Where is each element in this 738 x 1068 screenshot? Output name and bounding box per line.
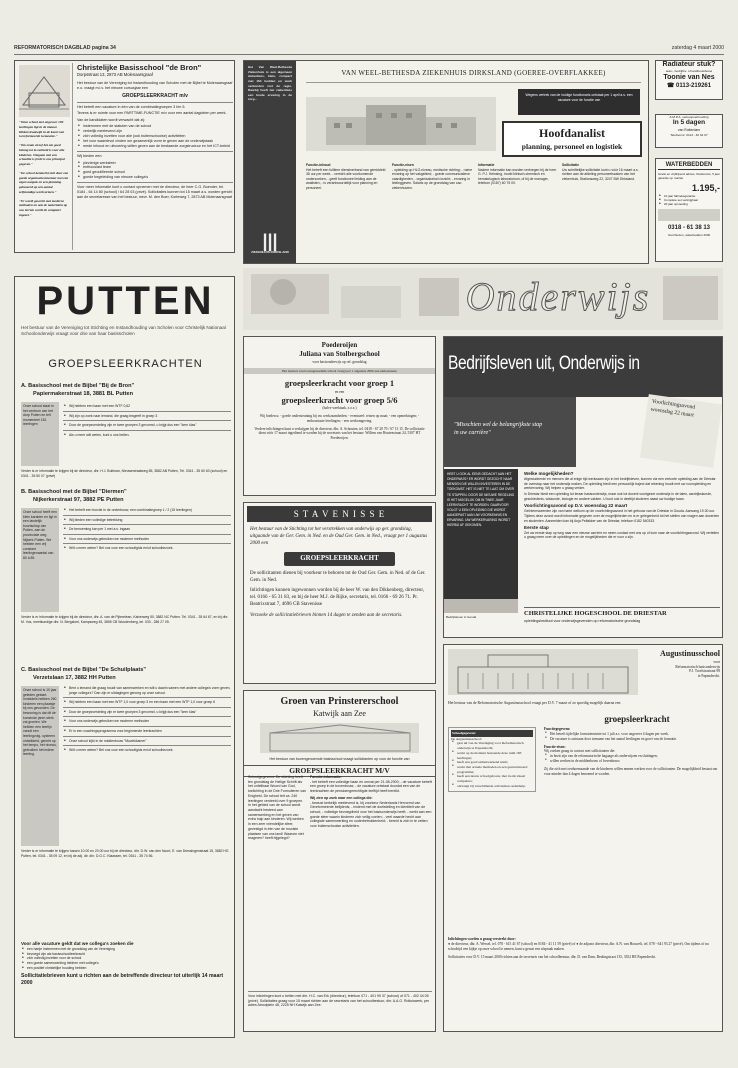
requirement: • het voor waardevol vinden om gezamenlijk vorm te geven aan de onderwijstaak xyxy=(77,139,233,144)
col-text: Nadere informatie kan worden verkregen bij de heer G. P.J. Heinsing, hoofd klinisch-chemisch en hematologisch laboratorium, of bij de manager, telefoon (0187) 60 75 00. xyxy=(478,167,557,186)
list-item: • ontvangt bij verschillende activiteiten ouderhulp. xyxy=(451,784,533,789)
vacancy-line: Het betreft een vacature in één van de combinatiegroepen 3 t/m 5. xyxy=(77,104,186,109)
side-quote: "Ons team streef het om goed belang tot in eenheid is voor alle kinderen. Omgaan met een schooltie is fecht is ons principal gegeven." xyxy=(19,143,65,167)
vacancy-item: • Wij zijn op zoek naar iemand, die graag lesgeeft in groep 3 xyxy=(63,414,231,419)
section-title: Functiegegevens: xyxy=(544,727,571,731)
driestar-ad xyxy=(443,336,723,638)
page-header xyxy=(14,45,724,55)
side-quote: "De school kenmerkt zich door een goede organisatiestructuur met een eigen aanpak en een planning gebaseerd op een aantal zelfstandige werkvormen." xyxy=(19,170,69,194)
ad-phone: ☎ 0113-219261 xyxy=(666,82,712,89)
section-title: Welke mogelijkheden? xyxy=(524,471,574,476)
requirement: • zich volledig inzetten voor alle (ook buitenschoolse) activiteiten xyxy=(77,134,233,139)
school-address: Papiermakerstraat 18, 3881 BL Putten xyxy=(33,390,134,397)
list-item: • willen werken in de middenbouw of bovenbouw. xyxy=(544,759,720,764)
list-item: • heeft een nieuw schoolgebouw, met in elk lokaal computers; xyxy=(451,774,533,783)
job-subtitle: planning, personeel en logistiek xyxy=(521,141,623,151)
col-functie xyxy=(306,163,388,191)
school-data xyxy=(448,727,536,792)
banner-title: Onderwijs xyxy=(465,274,651,319)
school-title: B. Basisschool met de Bijbel "Diermen" xyxy=(21,489,127,495)
waterbed-ad xyxy=(655,158,723,262)
requirement: • mede inhoud en uitvoering willen geven aan de bestaande zorgstructuur en het ICT-beleid xyxy=(77,144,233,149)
school-footer: Verder is er informatie te krijgen bij de directeur, dhr. H.J. Bultman, Nieuwestraatweg 85, 3882 AB Putten, Tel. 0341 - 35 60 60 (school) en 0341 - 35 50 07 (privé) xyxy=(21,469,228,478)
poederoijen-ad xyxy=(243,336,436,496)
school-footer: Verder is er informatie te krijgen bij de directeur, dhr. A. van de Pijterelean, Kalverweg 50, 3882 NC Putten. Tel. 0341 - 35 64 67, en bij dhr. M. Vos, meetkundige dhr. N. Bergstoel, Kampsweg 45, 3855 CB Woudenberg, tel. 033 - 286 27 05. xyxy=(21,615,229,624)
body-text: De sollicitanten dienen bij voorkeur te behoren tot de Oud Ger. Gem. in Ned. of de Ger. Gem. in Ned. xyxy=(250,570,426,583)
job-title-box xyxy=(502,121,642,157)
onderwijs-banner xyxy=(243,268,723,330)
col-title: Functie-inhoud xyxy=(306,163,331,167)
section-text: - het betreft een volledige baan en omvat per 21-08-2000; - de vacature betreft een groep in de bovenbouw; - de vacature ontstaat doordat een van de leerkrachten de pensioengerechtigde leeftijd heeft bereikt. xyxy=(310,779,432,794)
closing-title: Voor alle vacature geldt dat we collega's zoeken die xyxy=(21,941,134,946)
school-side: Onze school is 10 jaar geleden gestart. Inmiddels hebben 260 kinderen een plaatsje bij ons gevonden. De bewoning is dat dit de komende jaren sterk zal groeien. We hebben een leerlijn vanuit een leerlingvolg- systeem ontwikkeld, gericht op het tempo, het niveau, gebruiken het iedere leerling. xyxy=(21,686,59,846)
logo-text: CHRISTELIJKE HOGESCHOOL DE DRIESTAR xyxy=(524,610,667,617)
intro-text: Het bestuur van de Stichting tot het verstrekken van onderwijs op ger. grondslag, uitgaande van de Ger. Gem. in Ned. en de Oud Ger. Gem. in Ned., vraagt per 1 augustus 2000 een xyxy=(250,527,428,546)
vacancy-item: • Er is een coachingsprogramma voor beginnende leerkrachten xyxy=(63,729,231,734)
putten-closing xyxy=(21,941,231,987)
hospital-logo: ||| ZIEKENHUIS DIRKSLAND xyxy=(248,232,292,255)
vacancy-item: • Het betreft een functie in de onderbouw, een combinatiegroep 1 / 2 (15 leerlingen) xyxy=(63,508,231,513)
putten-intro: Het bestuur van de Vereniging tot Stichting en Instandhouding van Scholen voor Christelijk Nationaal Schoolonderwijs vraagt voor drie van haar basisscholen xyxy=(21,325,226,337)
vacancy-item: • Wij hebben een baan met een WTF 0,62 xyxy=(63,404,231,409)
vacancy-item: • Onze school kijkt in de middenbouw "Muziekkamer" xyxy=(63,739,231,744)
section-text: Geïnteresseerden zijn van harte welkom op de voorlichtingsavond in het gebouw van de Driestar in Gouda. Aanvang 19.30 uur. Tijdens deze avond wordt informatie gegeven over de mogelijkheden en is er gelegenheid tot het stellen van vragen aan docenten en studenten. Aanmelden kan bij Anja Pellakker van de Driestar, telefoon 0182 540333. xyxy=(524,509,720,523)
footer-text: Verzoeke de sollicitatiebrieven binnen 14 dagen te zenden aan de secretaris. xyxy=(250,612,403,618)
section-title: Inlichtingen worden u graag verstrekt door: xyxy=(448,937,516,941)
bron-body xyxy=(77,64,233,250)
section-title: Functie-eisen: xyxy=(544,744,566,749)
offer-item: • plezierige werksfeer xyxy=(77,161,233,166)
closing-item: • een positief christelijke houding hebben xyxy=(21,966,231,971)
ad-price: 1.195,- xyxy=(691,183,720,194)
school-building-drawing xyxy=(448,649,638,695)
prinsterer-ad xyxy=(243,690,436,1032)
footer-text: Sollicitaties voor D.V. 15 maart 2000 richten aan de secretaris van het schoolbestuur, dhr. D. van Dam, Beulingstraat 135, 3352 BE Papendrecht. xyxy=(448,954,657,959)
offer-item: • enthousiast team xyxy=(77,165,233,170)
offer-text: Wij bieden u: - goede ondersteuning bij uw werkzaamheden; - eventueel: reizen op maat; - een opmerkingen; - enthousiaste leerlingen; - een werkomgeving. xyxy=(259,413,420,423)
vacancy-item: • Bent u iemand die graag houdt van samenwerken en wilt u daarin samen met andere collega's vorm geven, jonge collega's? Dan zijn er uitdagingen genoeg op onze school. xyxy=(63,686,231,695)
dirksland-ad xyxy=(243,60,649,264)
side-quote: "Onze school met ongeveer 190 leerlingen ligt in de nieuwe Kikkerstraatwijk in de kuort van Gereformeerde Gemeente." xyxy=(19,120,65,139)
offer-item: • goed geoutilleerde school xyxy=(77,170,233,175)
ad-phone: 0318 - 61 38 13 xyxy=(667,225,711,232)
col-info xyxy=(478,163,558,186)
col-text: - opleiding op HLO-niveau, medische richting; - ruime ervaring op het vakgebied; - goede communicatieve vaardigheden; - organisatorisch inzicht; - ervaring in leidinggeven. Salaris op de grondslag van cao ziekenhuizen. xyxy=(392,167,473,190)
putten-title: PUTTEN xyxy=(36,279,215,323)
driestar-logo xyxy=(524,607,720,624)
vacancy-item: • Voor ons onderwijs gebruiken we moderne methoden xyxy=(63,537,231,542)
school-sub: te Papendrecht. xyxy=(697,674,720,679)
hospital-title: VAN WEEL-BETHESDA ZIEKENHUIS DIRKSLAND (GOEREE-OVERFLAKKEE) xyxy=(306,69,641,83)
logo-text: ZIEKENHUIS DIRKSLAND xyxy=(251,250,289,255)
vacancy-heading: groepsleerkracht voor groep 5/6 xyxy=(281,394,398,405)
list-item: • De vacature is ontstaan door toename van het aantal leerlingen en groei van de formatie. xyxy=(544,737,720,742)
school-c xyxy=(21,667,231,858)
school-title: Groen van Prinstererschool xyxy=(280,696,399,707)
vacancy-item: • Door de groepsverdeling zijn er twee groepen 3 gevormd, u krijgt dus een "kern klas" xyxy=(63,710,231,715)
school-title: C. Basisschool met de Bijbel "De Schuilplaats" xyxy=(21,667,146,673)
bron-sidebar xyxy=(17,63,73,250)
school-drawing xyxy=(19,65,70,117)
vacancy-heading: GROEPSLEERKRACHT m/v xyxy=(122,92,188,99)
augustinus-ad xyxy=(443,644,723,1032)
vacancy-item: • Wij bieden een volledige betrekking xyxy=(63,518,231,523)
function-data xyxy=(544,727,720,777)
school-sub: P.J. Troelstrastraat 98 xyxy=(689,669,720,674)
vacancy-item: • Voor ons onderwijs gebruiken we moderne methoden xyxy=(63,719,231,724)
driestar-body xyxy=(524,471,720,542)
putten-ad xyxy=(14,276,235,1038)
col-sollicitatie xyxy=(562,163,642,181)
town-title: Poederoijen xyxy=(321,341,358,349)
closing-item: • zich volledig inzetten voor de school xyxy=(21,956,231,961)
col-text: Het betreft een fulltime dienstverband van gemiddeld 36 uur per week. - verricht alle voorkomende onderzoeken; - geeft functioneel leiding aan de analisten; - is verantwoordelijk voor planning en personeel. xyxy=(306,167,386,190)
vacancy-note: (halve weektaak, z.o.z.) xyxy=(322,406,357,411)
photo-caption: Bedrijfsleven in Gouda xyxy=(446,615,477,619)
school-b xyxy=(21,489,231,624)
list-item: De Augustinusschool: xyxy=(451,736,482,741)
vacancy-heading: groepsleerkracht xyxy=(604,714,670,724)
list-item: • gaat uit van de Vereniging voor Reformatorisch onderwijs te Papendrecht; xyxy=(451,741,533,750)
vacancy-item: • Wij hebben een baan met een WTF 1,0 voor groep 3 en een baan met een WTF 1,0 voor groep 6 xyxy=(63,700,231,705)
closing-deadline: Sollicitatiebrieven kunt u richten aan de betreffende directeur tot uiterlijk 14 maart 2000 xyxy=(21,973,224,987)
requirement: • verkelijk meelevend zijn xyxy=(77,129,233,134)
list-item: • in bezit zijn van de reformatorische bagaage als onderwijzen en sluitingen; xyxy=(544,754,720,759)
school-header xyxy=(642,649,720,679)
list-item: • werkt met actuele methoden en een gestructureerd programma; xyxy=(451,765,533,774)
section-title: Voorlichtingsavond op D.V. woensdag 22 maart xyxy=(524,503,628,509)
section-text: - bewust kerkelijk meelevend is, bij voorkeur Nederlands Hervormd van Gereformeerde belijdenis; - instemt met de doelstelling en identiteit van de school; - volledige bevoegdheid voor het basisonderwijs heeft; - werkt aan een goede sfeer waarin kinderen zich veilig voelen; - veel waarde hecht aan collegiale samenwerking en ouderbetrokkenheid; - bereid is zich in te zetten voor buitenschoolse activiteiten. xyxy=(310,800,432,829)
school-sub: Reformatorisch basisonderwijs xyxy=(675,664,720,669)
school-sub: voor basisonderwijs op ref. grondslag xyxy=(312,359,367,364)
closing-item: • een goede samenwerking hebben met collega's xyxy=(21,961,231,966)
vacancy-item: • Wilt u meer weten? Bel ons voor een schooltgids en/of schoolbezoek. xyxy=(63,748,231,753)
newspaper-cutout: Voorlichtingsavond woensdag 22 maart xyxy=(640,394,722,468)
school-info: Schoolgegevens: De stichting heeft ten grondslag de Heilige Schrift als het onfeilbaar Woord van God, toelichting in de Drie Formulieren van Enigheid. De school telt ca. 240 leerlingen verdeeld over 9 groepen. In het gebied van de school wordt aandacht besteed aan samenwerking en het geven van extra hulp aan kinderen. Wij werken in een zeer vriendelijke sfeer, gevestigd in één van de mooiste plaatsen van ons land! Waarom niet reageren? heeft bijgelegd? xyxy=(248,775,306,841)
requirement: • instemmen met de statuten van de school xyxy=(77,124,233,129)
school-address: Dorpsstraat 13, 2873 AB Molenaarsgraaf xyxy=(77,72,153,78)
section-text: In Driestar biedt een opleiding tot leraar basisonderwijs, maar ook tot docent voortgezet onderwijs in de talen, aardrijkskunde, geschiedenis, wiskunde, biologie en andere vakken. U kunt ook in deeltijd studeren naast uw huidige baan. xyxy=(524,492,712,502)
school-location: Katwijk aan Zee xyxy=(313,708,366,718)
ad-image xyxy=(658,209,720,221)
intro-text: Het bestuur van bovengenoemde basisschool vraagt sollicitanten op voor de functie van xyxy=(269,757,410,762)
info-section xyxy=(448,937,720,959)
ampa-ad xyxy=(655,114,723,148)
col-text: Uw schriftelijke sollicitatie kunt u vóór 16 maart a.s. richten aan de afdeling personeelszaken van het ziekenhuis, Stationsweg 22, 3247 BW Dirksland. xyxy=(562,167,639,181)
vacancy-item: • Wilt u meer weten? Bel ons voor een schooltgids en/of schoolbezoek. xyxy=(63,546,231,551)
school-title: Christelijke Basisschool "de Bron" xyxy=(77,63,202,72)
logo-subtitle: opleidingsinstituut voor onderwijsgevenden op reformatorische grondslag xyxy=(524,618,641,623)
vacancy-item: • Als u meer wilt weten, kunt u ons bellen. xyxy=(63,433,231,438)
closing-item: • bevoegd zijn als basisschoolleerkracht xyxy=(21,952,231,957)
col-eisen xyxy=(392,163,474,191)
school-building-drawing xyxy=(260,723,419,753)
vacancy-heading: groepsleerkracht voor groep 1 xyxy=(284,378,395,389)
ad-phone: Telefoonnr. 0113 - 40 91 07 xyxy=(670,132,708,137)
side-quote: "Er wordt gewerkt met moderne methoden en ook de materialen op ons terrein wordt de computer ingezet." xyxy=(19,198,68,218)
contact-text: Voor meer informatie kunt u contact opnemen met de directeur, de heer C.G. Boender, tel. 0184 - 64 14 80 (school) / 64 28 03 (privé). Sollicitaties kunnen tot 15 maart a.s. worden gericht aan de secretaresse van het bestuur, mevr. M. den Boer, Korteweg 7, 2873 AB Molenaarsgraaf xyxy=(77,185,233,200)
ad-title: Radiateur stuk? xyxy=(662,61,716,68)
dirksland-sidebar xyxy=(244,61,296,264)
info-text: Inlichtingen kunnen ingewonnen worden bij de heer W. van den Dikkenberg, directeur, tel. 0166 - 65 31 83, en bij de heer M.J. de Rijke, secretaris, tel. 0166 - 69 26 71. Pr. Beatrixstraat 7, 4696 CB Stavenisse xyxy=(250,588,425,607)
section-text: Zij die zich met oenhoemaande van de kinderen willen nemen werken voor de sollicitanten. De mogelijkheid bestaat om voor minder dan 4 dagen benoemd te worden. xyxy=(544,766,718,776)
school-name: Juliana van Stolbergschool xyxy=(299,350,380,359)
school-title: Augustinusschool xyxy=(659,649,720,658)
school-footer: Verder is er informatie te krijgen tussen 10.00 en 20.00 uur bij de directeur, dhr. D.W. van den Noort, E. van Dressingenstraat 15, 3882 HG Putten, tel. 0341 - 35 09 12, en bij de adj. dir. dhr. D.G.C. Klaassen, tel. 0341 - 35 74 56. xyxy=(21,849,229,858)
driestar-quote: "Misschien wel de belangrijkste stap in uw carrière" xyxy=(454,422,543,437)
ad-subtitle: van Rotterdam xyxy=(677,127,701,132)
vacancy-heading: GROEPSLEERKRACHT M/V xyxy=(244,765,435,777)
section-text: Wij zoeken graag in contact met sollicitanten die: xyxy=(544,749,616,754)
ad-subtitle: auto-, bedrijfsv- of landbouwbouw xyxy=(665,69,713,74)
school-sub: voor xyxy=(713,659,720,664)
school-side: Onze school staat in het centrum van het dorp Putten en telt momenteel 181 leerlingen xyxy=(21,402,59,466)
vacancy-banner: Wegens vertrek van de huidige functionaris ontstaat per 1 april a.s. een vacature voor de functie van xyxy=(518,89,640,115)
section-title: Wij zien op zoek naar een collega die: xyxy=(310,795,373,800)
page-date: zaterdag 4 maart 2000 xyxy=(671,45,724,51)
list-item: • Het betreft tijdelijke formatieruimte tot 1 juli a.s. voor ongeveer 4 dagen per week. xyxy=(544,732,720,737)
col-title: Functie-eisen xyxy=(392,163,414,167)
sidebar-text: Het Van Weel-Bethesda Ziekenhuis is een algemeen ziekenhuis, klein, compact met 164 bedden en sterk verbonden met de regio. Daarbij heeft het ziekenhuis een brede ervaring in de zorg... xyxy=(248,65,292,102)
stavenisse-ad xyxy=(243,502,436,684)
footer-text: Voor inlichtingen kunt u bellen met dhr. H.C. van Erk (directeur), telefoon 071 - 401 99 37 (school) of 071 - 402 44 05 (privé). Sollicitaties graag voor 15 maart richten aan de secretaris van het schoolbestuur, dhr. A.A.G. Roltuiswerk, per adres Atnodplein 48, 2225 NH Katwijk aan Zee. xyxy=(248,991,432,1008)
school-a xyxy=(21,383,231,478)
ad-name: Toonie van Nes xyxy=(663,73,715,81)
radiator-ad xyxy=(655,60,723,100)
col-title: Informatie xyxy=(478,163,495,167)
col-title: Sollicitatie xyxy=(562,163,579,167)
conjunction: en een xyxy=(334,389,345,394)
town-title: S T A V E N I S S E xyxy=(247,506,432,522)
vacancy-item: • De benoeming kan per 1 mei a.s. ingaan xyxy=(63,527,231,532)
intro-text: Het bestuur van de Vereniging tot Instandhouding van Scholen met de Bijbel te Molenaarsgraaf e.o. vraagt m.i.v. het nieuwe cursusjaar een xyxy=(77,80,233,90)
ad-headline: In 5 dagen xyxy=(672,119,706,127)
offer-item: • goede begeleiding van nieuwe collega's xyxy=(77,175,233,180)
offer-title: Wij bieden een: xyxy=(77,154,103,159)
school-title: A. Basisschool met de Bijbel "Bij de Bron" xyxy=(21,383,135,389)
bron-ad xyxy=(14,60,235,253)
section-text: Afgestudeerde en mensen die al enige tijd werkzaam zijn in het bedrijfsleven, kunnen via een verkorte opleiding aan de Driestar de overstap naar het onderwijs maken. De opleiding biedt een persoonlijk traject dat rekening houdt met uw vooropleiding en werkervaring. Wij helpen u graag verder. xyxy=(524,477,716,491)
vacancy-heading: GROEPSLEERKRACHT xyxy=(284,552,395,565)
intro-bar: Het bestuur van bovengenoemde school vraagt per 1 augustus 2000 een enthousiaste xyxy=(244,368,435,375)
closing-item: • een hartje instemmen met de grondslag van de Vereniging xyxy=(21,947,231,952)
section-title: Schoolgegevens: xyxy=(451,730,533,737)
driestar-headline: Bedrijfsleven uit, Onderwijs in xyxy=(448,353,640,374)
vacancy-line: Van de kandidaten wordt verwacht dat zij: xyxy=(77,117,145,122)
paper-name: REFORMATORISCH DAGBLAD pagina 34 xyxy=(14,45,116,51)
ad-footer: Voorthuizen, waterbedden 2000 xyxy=(667,232,711,237)
school-address: Nijkerkerstraat 97, 3882 PE Putten xyxy=(33,496,124,503)
job-title: Hoofdanalist xyxy=(538,126,605,140)
info-text: Verdere inlichtingen kunt u verkrijgen bij de directeur, dhr. A. Schouten, tel. 0418 - 67 20 70 / 67 13 15. De sollicitatie dient vóór 17 maart ingediend te worden bij de secretaris van het bestuur: Willem van Houtenstraat 24, 5307 HT Poederoijen. xyxy=(254,426,425,441)
section-text: ● de directeur, dhr. A. Wessel, tel. 078 - 615 41 67 (school) en 0184 - 41 11 59 (privé) of ● de adjunct directeur, dhr. A.N. van Houwelt, tel. 078 - 641 93 27 (privé). Om tijdens of na schooltijd een kijkje op onze school te nemen, kunt u gerust een afspraak maken. xyxy=(448,941,709,951)
vacancy-line: Tevens is er ruimte voor een PARTTIME-FUNCTIE m/v voor een aantal dagdelen per week. xyxy=(77,111,227,116)
section-title: Functie-informatie: xyxy=(310,775,342,779)
vacancy-item: • Door de groepsverdeling zijn er twee groepen 3 gevormd, u krijgt dus een "kern klas" xyxy=(63,423,231,428)
function-info xyxy=(310,775,432,829)
intro-text: Het bestuur van de Reformatorische Augustinusschool vraagt per D.V. 7 maart of zo spoedig mogelijk daarna een xyxy=(448,701,621,705)
ad-item: • 20 jaar opvoeding xyxy=(658,202,720,206)
ad-item: • 10 jaar fabrieksgarantie xyxy=(658,194,720,198)
ad-title: A.M.P.A. verkoopverhouding xyxy=(669,115,709,119)
driestar-column: HEBT U OOK AL EENS GEDACHT AAN HET ONDERWIJS? ER WORDT GEZOCHT NAAR MENSEN DIE WILLEN INVESTEREN IN DE TOEKOMST. HET IS NIET TE LAAT OM OVER TE STAPPEN. DOOR DE NIEUWE REGELING IS HET MOGELIJK OM IN TWEE JAAR LEERKRACHT TE WORDEN. DAARVOOR VOLGT U EEN OPLEIDING DIE WORDT AANGEPAST AAN UW VOORKENNIS EN ERVARING. UW WERKERVARING WORDT HIERBIJ AF GEKOMEN. xyxy=(444,469,518,599)
section-title: Eerste stap xyxy=(524,524,549,530)
list-item: • werkt op de moment bestaande deze ruim 183 leerlingen; xyxy=(451,751,533,760)
putten-heading: GROEPSLEERKRACHTEN xyxy=(48,358,203,370)
hospital-photo xyxy=(306,97,496,151)
ad-item: • Complete set verkrijgbaar xyxy=(658,198,720,202)
list-item: • heeft een goed samenwerkend team; xyxy=(451,760,533,765)
section-text: Zet uw eerste stap op weg naar een nieuwe carrière en neem contact met ons op of kom naar de voorlichtingsavond. Wij vertellen u graag meer over de opleidingen en de mogelijkheden die er voor u zijn. xyxy=(524,530,719,540)
ad-title: WATERBEDDEN xyxy=(658,161,720,170)
small-photo xyxy=(444,599,518,613)
school-address: Verzetslaan 17, 3882 HH Putten xyxy=(33,674,116,681)
school-side: Onze school heeft een klein karakter en ligt in een landelijk buurtschap van Putten, aan de provinciale weg Nijkerk-Putten. We hebben een vrij constant leerlingenaantal van 80 à 85. xyxy=(21,508,59,612)
ad-subtitle: Gratis en vrijblijvend advies, thuiskomst, 5 jaar garantie op matras xyxy=(658,172,720,181)
